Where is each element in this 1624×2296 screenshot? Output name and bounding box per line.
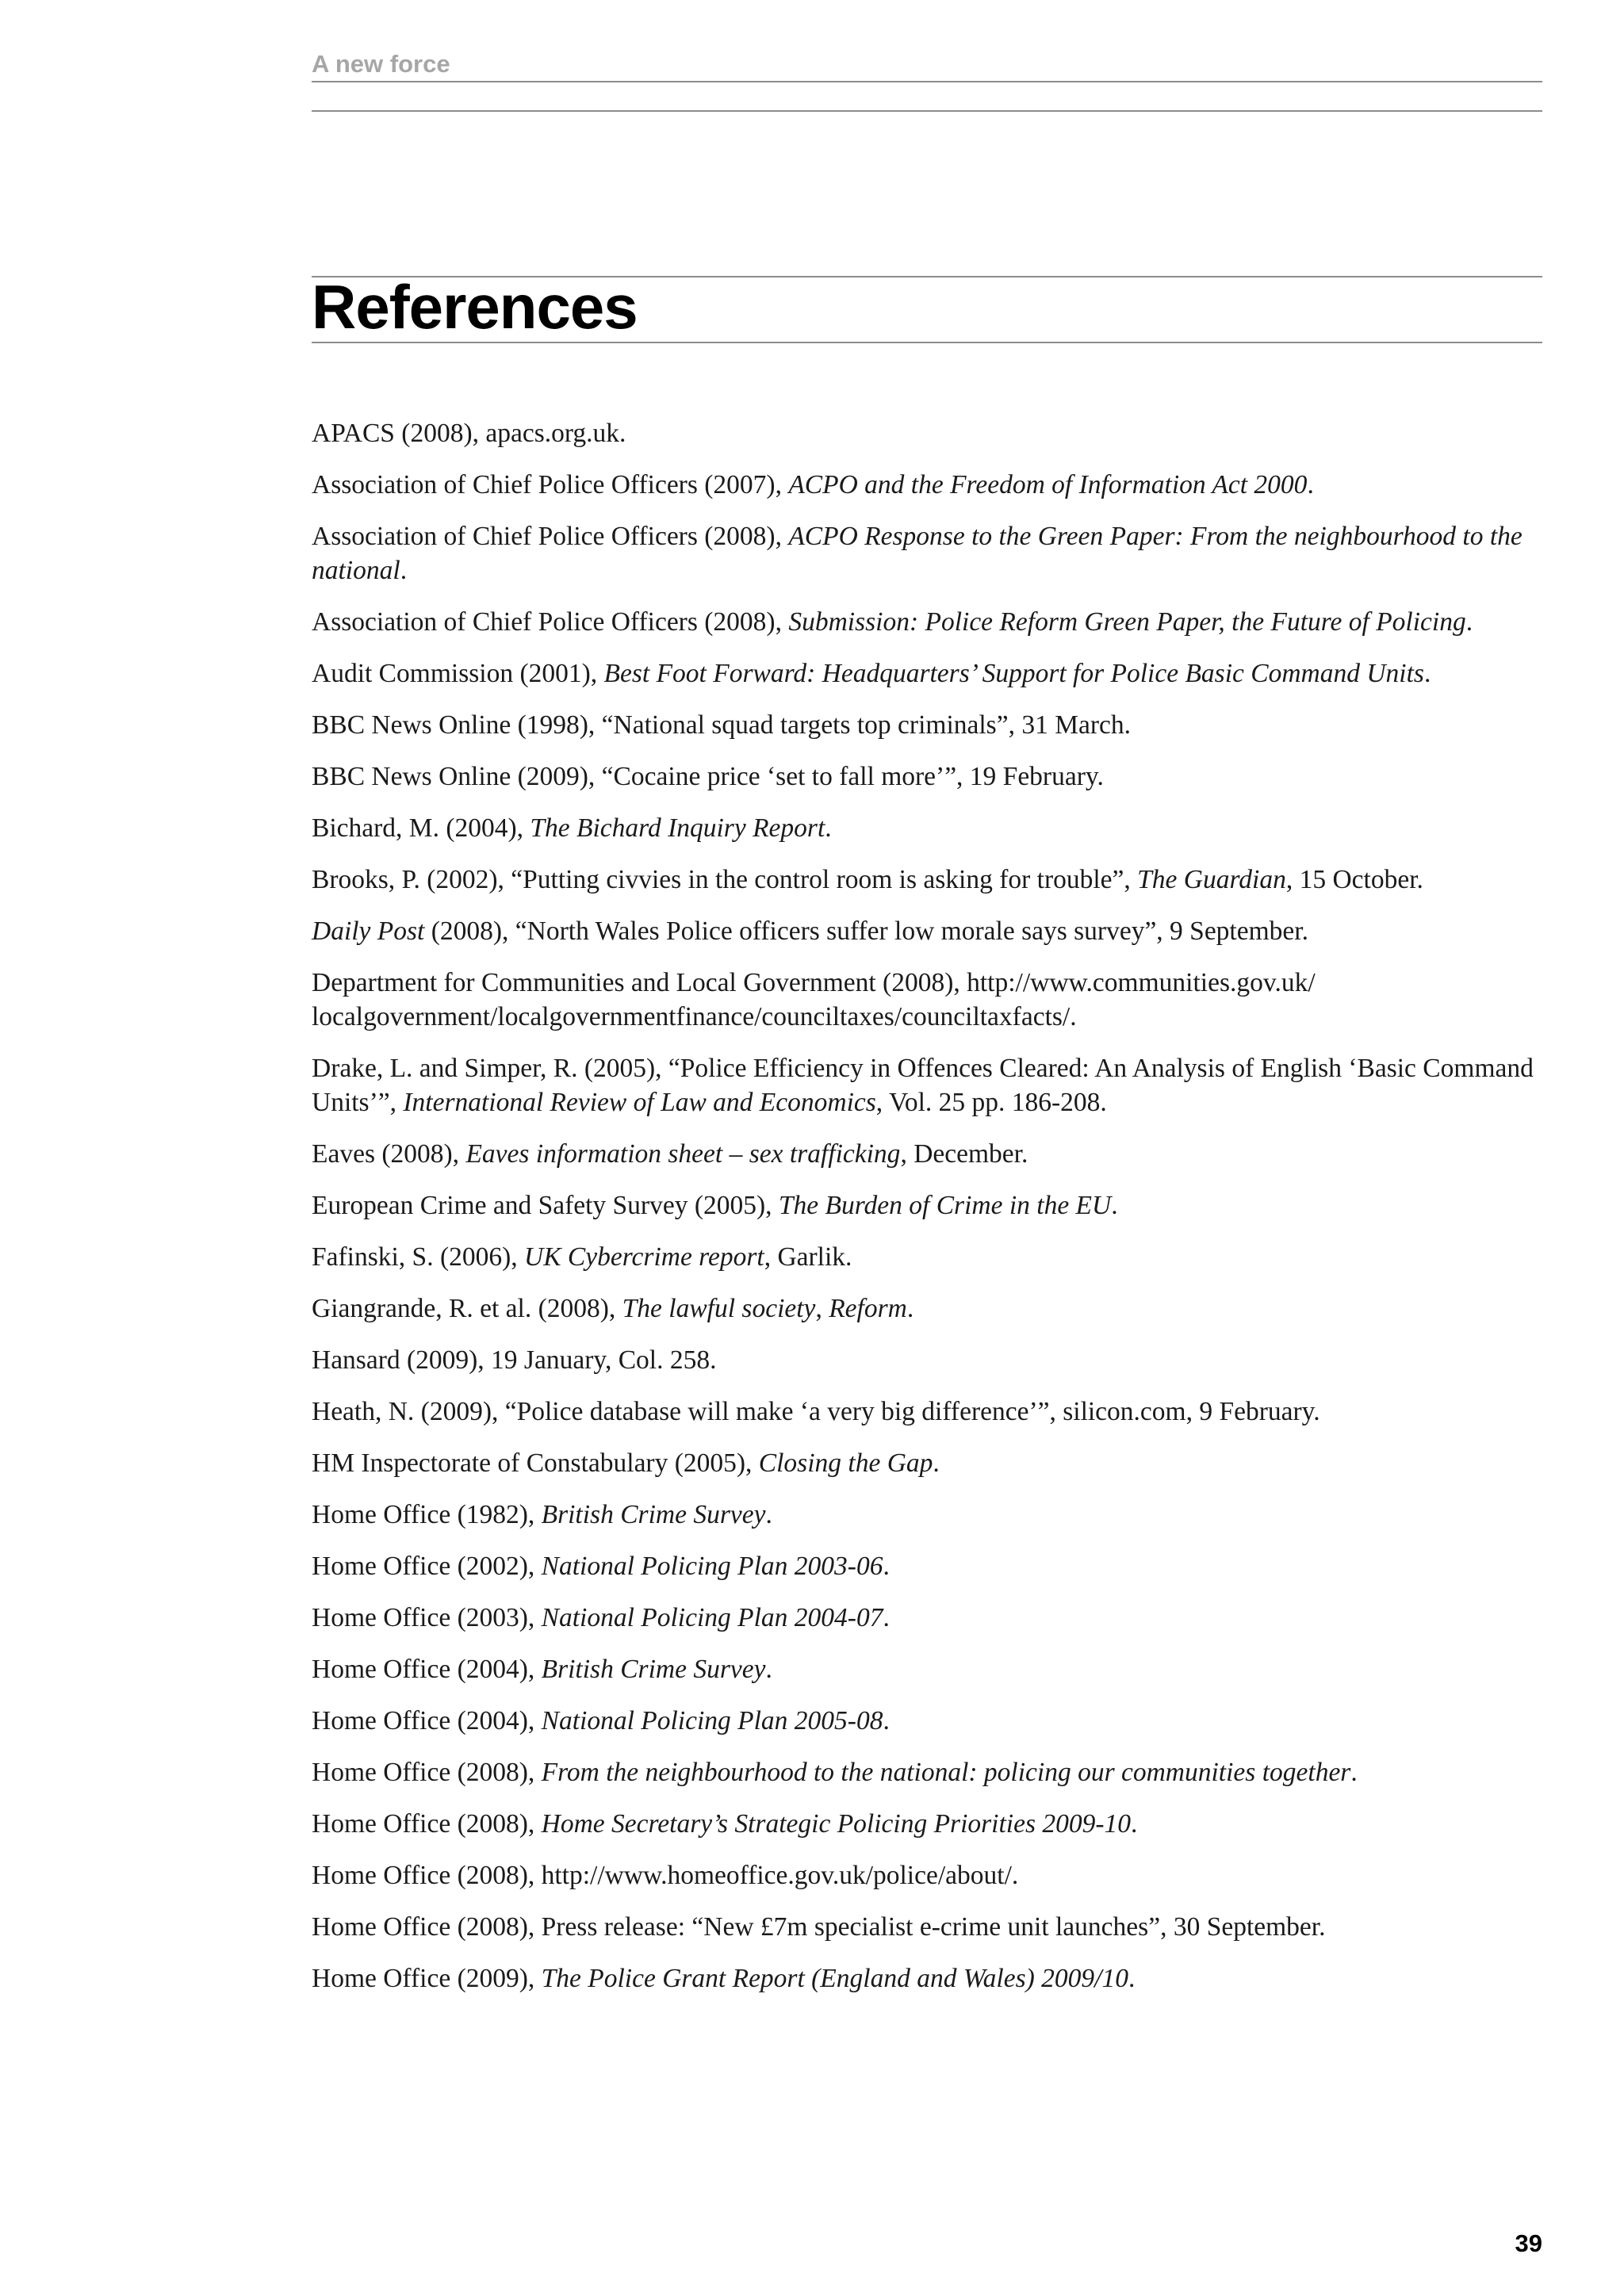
reference-text: Home Office (2004), [312, 1655, 542, 1684]
reference-title: ACPO Response to the Green Paper: From the neighbourhood to the national [312, 522, 1522, 585]
section-title: References [312, 272, 638, 342]
reference-text: , December. [900, 1139, 1028, 1169]
reference-text: . [1350, 1758, 1358, 1787]
reference-text: . [933, 1448, 940, 1478]
reference-text: Home Office (2003), [312, 1603, 542, 1632]
header-rule-bottom [312, 110, 1542, 112]
reference-text: Home Office (2008), [312, 1809, 542, 1839]
reference-text: . [883, 1603, 890, 1632]
reference-text: Fafinski, S. (2006), [312, 1242, 524, 1272]
reference-title: The Burden of Crime in the EU [778, 1191, 1112, 1220]
reference-text: Home Office (2008), [312, 1758, 542, 1787]
reference-text: . [400, 556, 408, 585]
reference-text: Audit Commission (2001), [312, 659, 604, 688]
reference-item [312, 1051, 1542, 1119]
page-number: 39 [1515, 2229, 1542, 2257]
reference-text: European Crime and Safety Survey (2005), [312, 1191, 779, 1220]
reference-text: . [1465, 607, 1473, 637]
reference-text: Bichard, M. (2004), [312, 813, 530, 843]
reference-text: , Vol. 25 pp. 186-208. [875, 1088, 1107, 1117]
reference-item [312, 605, 1542, 639]
reference-text: Home Office (2002), [312, 1552, 542, 1581]
reference-title: ACPO and the Freedom of Information Act 2000 [788, 470, 1308, 499]
reference-title: Closing the Gap [758, 1448, 933, 1478]
reference-item [312, 1858, 1542, 1892]
reference-title: Submission: Police Reform Green Paper, the Future of Policing [788, 607, 1466, 637]
reference-text: Eaves (2008), [312, 1139, 466, 1169]
reference-text: Association of Chief Police Officers (2007), [312, 470, 789, 499]
reference-title: The Bichard Inquiry Report [530, 813, 825, 843]
reference-text: Brooks, P. (2002), “Putting civvies in the control room is asking for trouble”, [312, 865, 1138, 894]
header-rule-top [312, 81, 1542, 82]
reference-title: British Crime Survey [541, 1655, 766, 1684]
reference-title: From the neighbourhood to the national: policing our communities together [541, 1758, 1351, 1787]
reference-item [312, 1549, 1542, 1583]
reference-title: The Guardian [1137, 865, 1286, 894]
reference-item [312, 1961, 1542, 1996]
reference-text: Home Office (1982), [312, 1500, 542, 1529]
running-header: A new force [312, 50, 450, 78]
reference-text: . [765, 1655, 772, 1684]
reference-item [312, 760, 1542, 794]
reference-item [312, 1292, 1542, 1326]
reference-item [312, 914, 1542, 948]
reference-text: . [906, 1294, 914, 1323]
reference-title: Eaves information sheet – sex trafficking [465, 1139, 901, 1169]
reference-text: Association of Chief Police Officers (2008), [312, 607, 789, 637]
reference-title: National Policing Plan 2004-07 [541, 1603, 883, 1632]
reference-item [312, 1240, 1542, 1274]
reference-text: . [1307, 470, 1314, 499]
reference-text: APACS (2008), apacs.org.uk. [312, 419, 626, 448]
reference-text: . [1111, 1191, 1118, 1220]
reference-item [312, 1601, 1542, 1635]
reference-item [312, 1395, 1542, 1429]
reference-item [312, 1755, 1542, 1789]
reference-title: Home Secretary’s Strategic Policing Priorities 2009-10 [541, 1809, 1132, 1839]
reference-text: (2008), “North Wales Police officers suffer low morale says survey”, 9 September. [424, 916, 1308, 946]
reference-text: Department for Communities and Local Government (2008), http://www.communities.gov.uk/ localgovernment/localgovernmentfinance/counciltaxes/counciltaxfacts/. [312, 968, 1316, 1031]
reference-text: . [825, 813, 832, 843]
reference-item [312, 1498, 1542, 1532]
reference-item [312, 811, 1542, 845]
reference-text: . [1423, 659, 1431, 688]
reference-item [312, 1807, 1542, 1841]
reference-item [312, 656, 1542, 691]
reference-text: Hansard (2009), 19 January, Col. 258. [312, 1345, 717, 1375]
reference-item [312, 1446, 1542, 1480]
reference-item [312, 1652, 1542, 1686]
reference-text: . [765, 1500, 772, 1529]
reference-item [312, 416, 1542, 450]
reference-text: . [1128, 1964, 1136, 1993]
reference-item [312, 1343, 1542, 1377]
reference-title: UK Cybercrime report [524, 1242, 764, 1272]
reference-title: Best Foot Forward: Headquarters’ Support for Police Basic Command Units [603, 659, 1424, 688]
reference-text: . [1131, 1809, 1138, 1839]
reference-text: HM Inspectorate of Constabulary (2005), [312, 1448, 759, 1478]
reference-title: National Policing Plan 2003-06 [541, 1552, 883, 1581]
reference-title: International Review of Law and Economics [403, 1088, 876, 1117]
reference-text: . [883, 1706, 890, 1735]
reference-text: BBC News Online (2009), “Cocaine price ‘set to fall more’”, 19 February. [312, 762, 1104, 791]
reference-text: , [815, 1294, 829, 1323]
reference-text: . [883, 1552, 890, 1581]
reference-item [312, 863, 1542, 897]
reference-item [312, 1704, 1542, 1738]
reference-title: Reform [829, 1294, 907, 1323]
reference-item [312, 519, 1542, 587]
reference-list [312, 416, 1542, 2013]
reference-text: Home Office (2008), Press release: “New £7m specialist e-crime unit launches”, 30 September. [312, 1912, 1326, 1942]
reference-text: , Garlik. [764, 1242, 852, 1272]
reference-text: BBC News Online (1998), “National squad targets top criminals”, 31 March. [312, 710, 1132, 740]
reference-item [312, 1910, 1542, 1944]
reference-text: Home Office (2009), [312, 1964, 542, 1993]
reference-text: Home Office (2008), http://www.homeoffice.gov.uk/police/about/. [312, 1861, 1019, 1890]
reference-item [312, 1137, 1542, 1171]
reference-item [312, 966, 1542, 1034]
reference-title: The lawful society [622, 1294, 816, 1323]
reference-text: Giangrande, R. et al. (2008), [312, 1294, 622, 1323]
reference-text: Drake, L. and Simper, R. (2005), “Police Efficiency in Offences Cleared: An Analysis of English ‘Basic Command Units’”, [312, 1054, 1534, 1117]
reference-item [312, 1188, 1542, 1223]
reference-title: Daily Post [312, 916, 425, 946]
reference-item [312, 468, 1542, 502]
reference-text: , 15 October. [1285, 865, 1423, 894]
reference-text: Heath, N. (2009), “Police database will make ‘a very big difference’”, silicon.com, 9 February. [312, 1397, 1320, 1426]
reference-text: Association of Chief Police Officers (2008), [312, 522, 789, 551]
reference-text: Home Office (2004), [312, 1706, 542, 1735]
reference-item [312, 708, 1542, 742]
reference-title: British Crime Survey [541, 1500, 766, 1529]
reference-title: National Policing Plan 2005-08 [541, 1706, 883, 1735]
reference-title: The Police Grant Report (England and Wales) 2009/10 [541, 1964, 1128, 1993]
title-rule-bottom [312, 342, 1542, 343]
